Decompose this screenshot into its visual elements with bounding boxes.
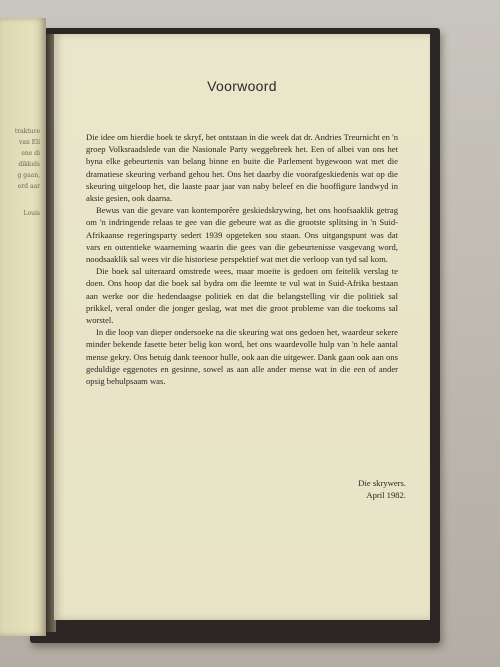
- paragraph: Bewus van die gevare van kontemporêre geskiedskrywing, het ons hoofsaaklik getrag om 'n indringende relaas te gee van die gebeure wat as die grootste splitsing in 'n Suid-Afrikaanse regeringsparty sedert 1939 opgeteken sou staan. Ons uitgangspunt was dat vars en outentieke waarneming waarin die gees van die gebeurtenisse vasgevang word, noodsaaklik sal wees vir die historiese perspektief wat met die verloop van tyd sal kom.: [86, 205, 398, 265]
- left-page-fragment: Louis: [23, 210, 40, 217]
- left-page-fragment: g gaan,: [17, 172, 40, 179]
- left-page-fragment: ene di: [21, 150, 40, 157]
- paragraph: Die idee om hierdie boek te skryf, het ontstaan in die week dat dr. Andries Treurnicht en 'n groep Volksraadslede van die Nasionale Party weggebreek het. Een of albei van ons het byna elke gebeurtenis van belang binne en buite die Parlement bygewoon wat met die dramatiese skeuring verband gehou het. Ons het daarby die voorafgeskiedenis wat op die skeuring uitgeloop het, die laaste paar jaar van naby beleef en die hooffigure landwyd in aksie gesien, ook daarna.: [86, 132, 398, 204]
- left-page-fragment: erd aar: [17, 183, 40, 190]
- paragraph: Die boek sal uiteraard omstrede wees, maar moeite is gedoen om feitelik verslag te doen. Ons hoop dat die boek sal bydra om die leemte te vul wat in Suid-Afrika bestaan aan werke oor die hedendaagse politiek en dat die belangstelling vir die politiek sal prikkel, veral onder die jonger geslag, wat met die groot probleme van die toekoms sal worstel.: [86, 266, 398, 326]
- left-page-fragment: van Eli: [19, 139, 40, 146]
- left-page: [0, 18, 46, 636]
- date: April 1982.: [366, 490, 406, 501]
- left-page-fragment: trakture: [14, 128, 40, 135]
- page-title: Voorwoord: [207, 78, 277, 94]
- preface-body: [86, 131, 398, 387]
- right-page: [54, 34, 430, 620]
- left-page-fragment: dikkels: [18, 161, 40, 168]
- paragraph: In die loop van dieper ondersoeke na die skeuring wat ons gedoen het, waardeur sekere minder bekende fasette beter belig kon word, het ons waardevolle hulp van 'n hele aantal mense gekry. Ons betuig dank teenoor hulle, ook aan die uitgewer. Dank gaan ook aan ons geduldige eggenotes en gesinne, sowel as aan alle ander mense wat in die een of ander opsig behulpsaam was.: [86, 327, 398, 387]
- signature: Die skrywers.: [358, 478, 406, 488]
- signature-block: [358, 477, 406, 501]
